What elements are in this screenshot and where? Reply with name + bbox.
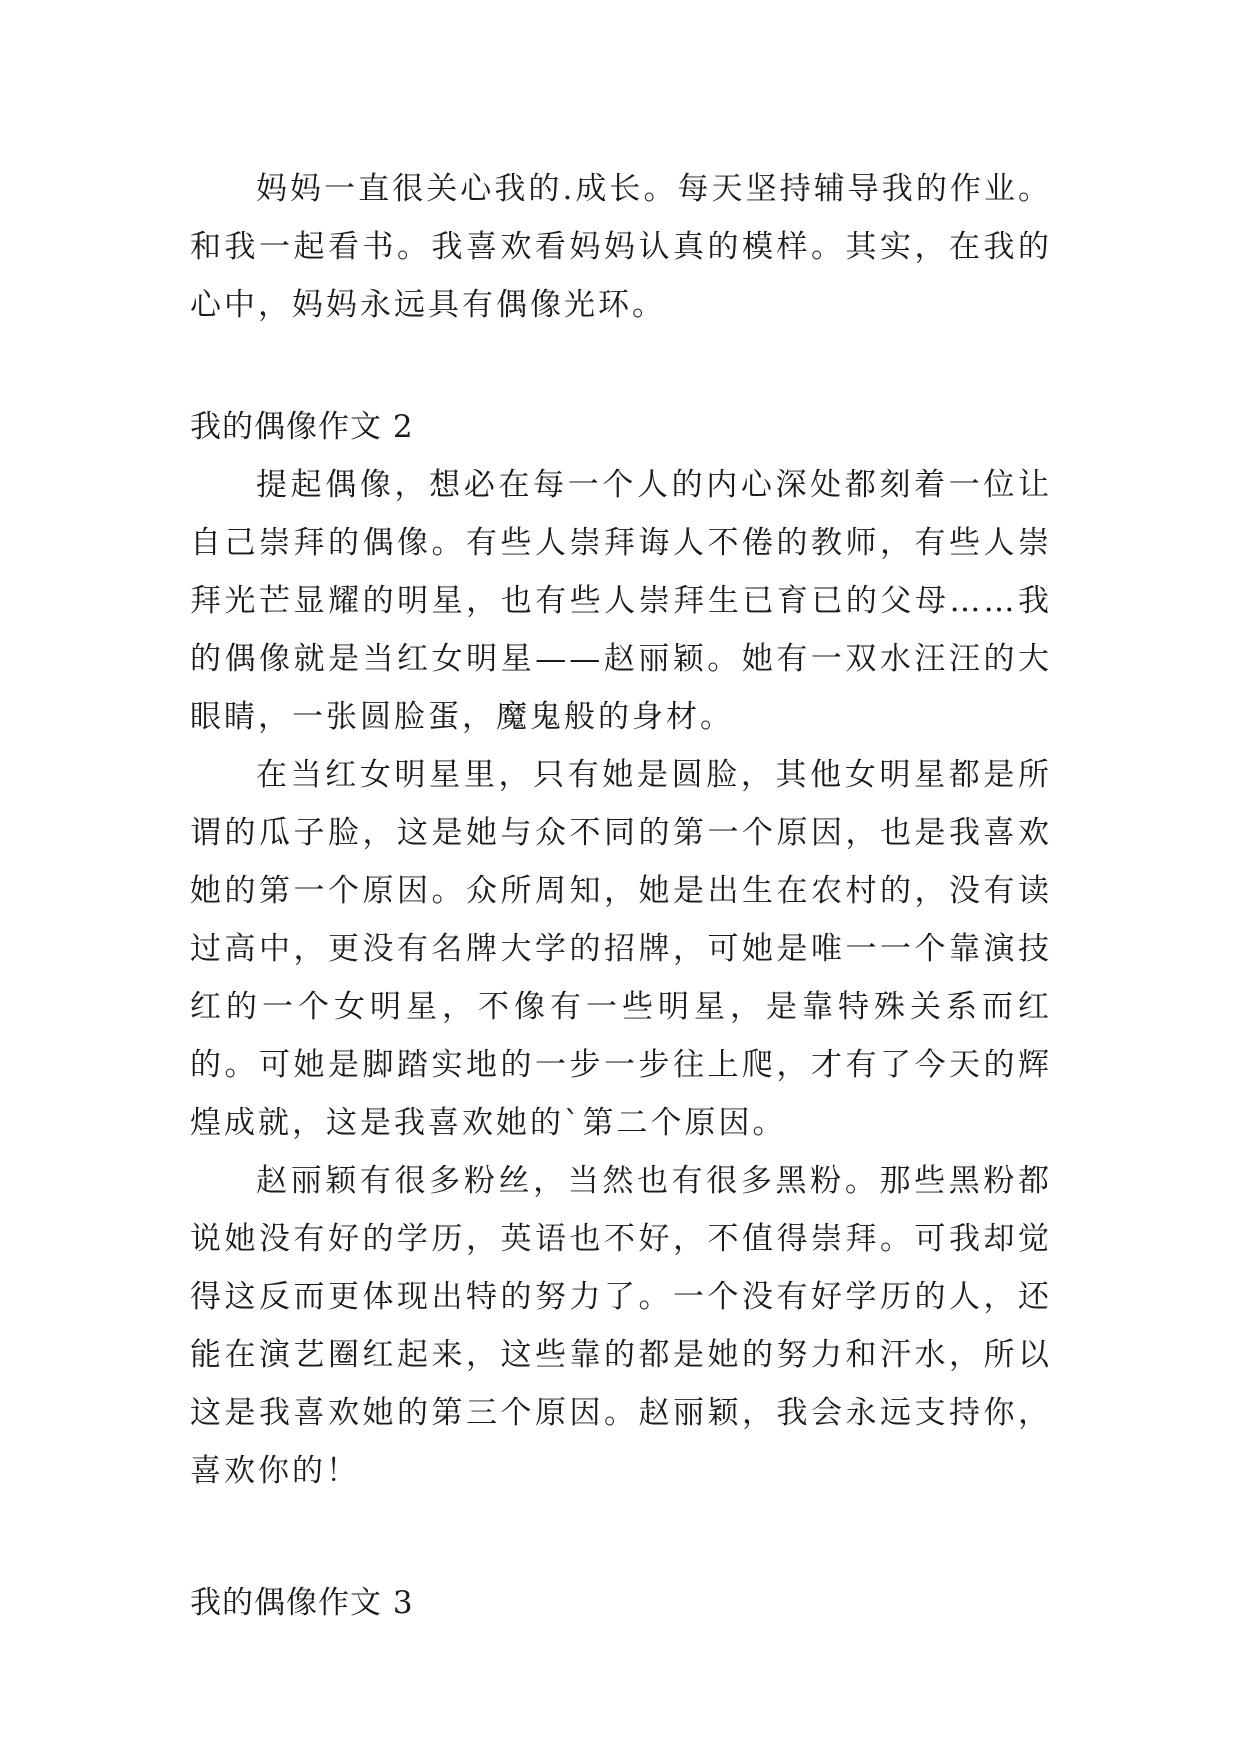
section-spacer xyxy=(190,1500,1052,1574)
section-2-paragraph-2: 在当红女明星里，只有她是圆脸，其他女明星都是所谓的瓜子脸，这是她与众不同的第一个原因，也是我喜欢她的第一个原因。众所周知，她是出生在农村的，没有读过高中，更没有名牌大学的招牌，可她是唯一一个靠演技红的一个女明星，不像有一些明星，是靠特殊关系而红的。可她是脚踏实地的一步一步往上爬，才有了今天的辉煌成就，这是我喜欢她的`第二个原因。 xyxy=(190,757,1052,1141)
section-2-paragraph-3: 赵丽颖有很多粉丝，当然也有很多黑粉。那些黑粉都说她没有好的学历，英语也不好，不值得崇拜。可我却觉得这反而更体现出特的努力了。一个没有好学历的人，还能在演艺圈红起来，这些靠的都是她的努力和汗水，所以这是我喜欢她的第三个原因。赵丽颖，我会永远支持你，喜欢你的！ xyxy=(190,1163,1052,1489)
document-body xyxy=(190,160,1052,1632)
section-spacer xyxy=(190,334,1052,398)
section-2-title: 我的偶像作文 2 xyxy=(190,409,414,445)
section-2-paragraph-1: 提起偶像，想必在每一个人的内心深处都刻着一位让自己崇拜的偶像。有些人崇拜诲人不倦的教师，有些人崇拜光芒显耀的明星，也有些人崇拜生已育已的父母……我的偶像就是当红女明星——赵丽颖。她有一双水汪汪的大眼睛，一张圆脸蛋，魔鬼般的身材。 xyxy=(190,467,1052,735)
section-3-title: 我的偶像作文 3 xyxy=(190,1585,414,1621)
intro-paragraph: 妈妈一直很关心我的.成长。每天坚持辅导我的作业。和我一起看书。我喜欢看妈妈认真的模样。其实，在我的心中，妈妈永远具有偶像光环。 xyxy=(190,171,1052,323)
